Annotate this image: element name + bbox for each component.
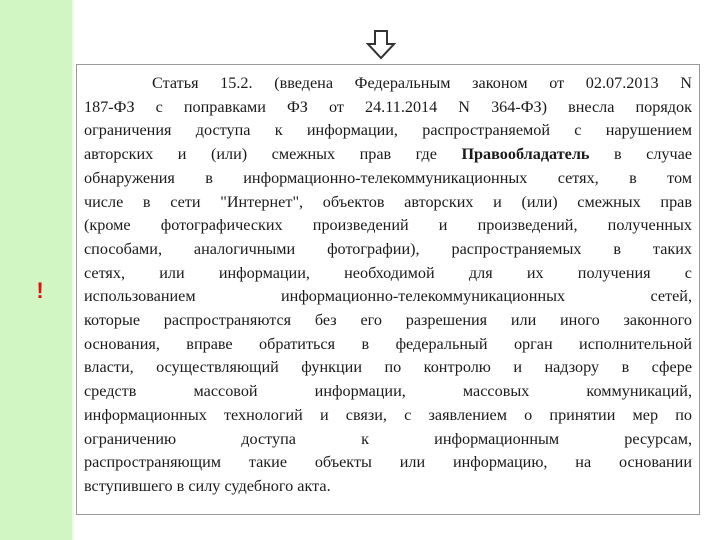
article-line: числе в сети "Интернет", объектов авторских и (или) смежных прав [84,192,692,211]
article-line: обнаружения в информационно-телекоммуникационных сетях, в том [84,168,692,187]
article-line: (кроме фотографических произведений и произведений, полученных [84,216,692,235]
article-line: вступившего в силу судебного акта. [84,476,331,495]
article-line-with-term [84,143,692,167]
article-text [84,72,692,499]
article-line-end: в случае [613,145,693,164]
attention-marker: ! [36,278,44,303]
article-line: средств массовой информации, массовых коммуникаций, [84,382,692,401]
left-accent-band [0,0,72,540]
down-arrow-icon [366,30,396,60]
article-line: ограничению доступа к информационным ресурсам, [84,429,692,448]
article-line: основания, вправе обратиться в федеральный орган исполнительной [84,334,692,353]
article-line: способами, аналогичными фотографии), распространяемых в таких [84,239,692,258]
article-line: Статья 15.2. (введена Федеральным законом от 02.07.2013 N [152,74,692,92]
article-line: использованием информационно-телекоммуникационных сетей, [84,287,692,306]
article-line: власти, осуществляющий функции по контролю и надзору в сфере [84,358,692,377]
article-line: сетях, или информации, необходимой для их получения с [84,263,692,282]
left-band-divider [72,0,74,540]
article-line: ограничения доступа к информации, распространяемой с нарушением [84,121,692,140]
rightholder-term: Правообладатель [461,145,590,164]
article-line: которые распространяются без его разрешения или иного законного [84,311,692,330]
article-line: распространяющим такие объекты или информацию, на основании [84,453,692,472]
article-line: информационных технологий и связи, с заявлением о принятии мер по [84,405,692,424]
article-line: 187-ФЗ с поправками ФЗ от 24.11.2014 N 364-ФЗ) внесла порядок [84,97,692,116]
article-line-start: авторских и (или) смежных прав где [84,145,437,164]
